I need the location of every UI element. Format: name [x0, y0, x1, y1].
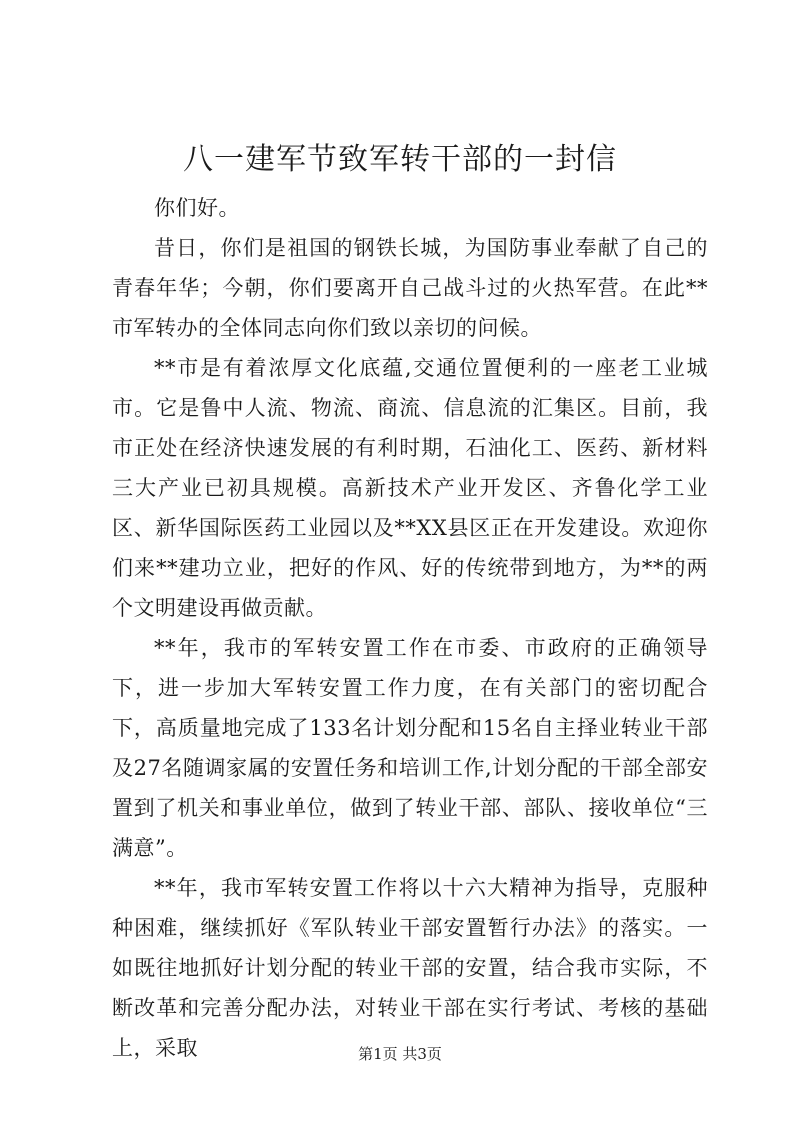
paragraph-3: **年，我市的军转安置工作在市委、市政府的正确领导下，进一步加大军转安置工作力度，在有关部门的密切配合下，高质量地完成了133名计划分配和15名自主择业转业干部及27名随调家属的安置任务和培训工作,计划分配的干部全部安置到了机关和事业单位，做到了转业干部、部队、接收单位“三满意”。: [112, 636, 708, 860]
paragraph-1: 昔日，你们是祖国的钢铁长城，为国防事业奉献了自己的青春年华；今朝，你们要离开自己战斗过的火热军营。在此**市军转办的全体同志向你们致以亲切的问候。: [112, 236, 708, 340]
paragraph-4: **年，我市军转安置工作将以十六大精神为指导，克服种种困难，继续抓好《军队转业干部安置暂行办法》的落实。一如既往地抓好计划分配的转业干部的安置，结合我市实际，不断改革和完善分配办法，对转业干部在实行考试、考核的基础上，采取: [112, 876, 708, 1060]
page-title: 八一建军节致军转干部的一封信: [183, 142, 617, 177]
paragraph-greeting: 你们好。: [154, 196, 240, 220]
paragraph-2: **市是有着浓厚文化底蕴,交通位置便利的一座老工业城市。它是鲁中人流、物流、商流、信息流的汇集区。目前，我市正处在经济快速发展的有利时期，石油化工、医药、新材料三大产业已初具规模。高新技术产业开发区、齐鲁化学工业区、新华国际医药工业园以及**XX县区正在开发建设。欢迎你们来**建功立业，把好的作风、好的传统带到地方，为**的两个文明建设再做贡献。: [112, 356, 708, 620]
letter-body: [112, 188, 708, 1068]
page-number-footer: 第1页 共3页: [358, 1045, 442, 1063]
